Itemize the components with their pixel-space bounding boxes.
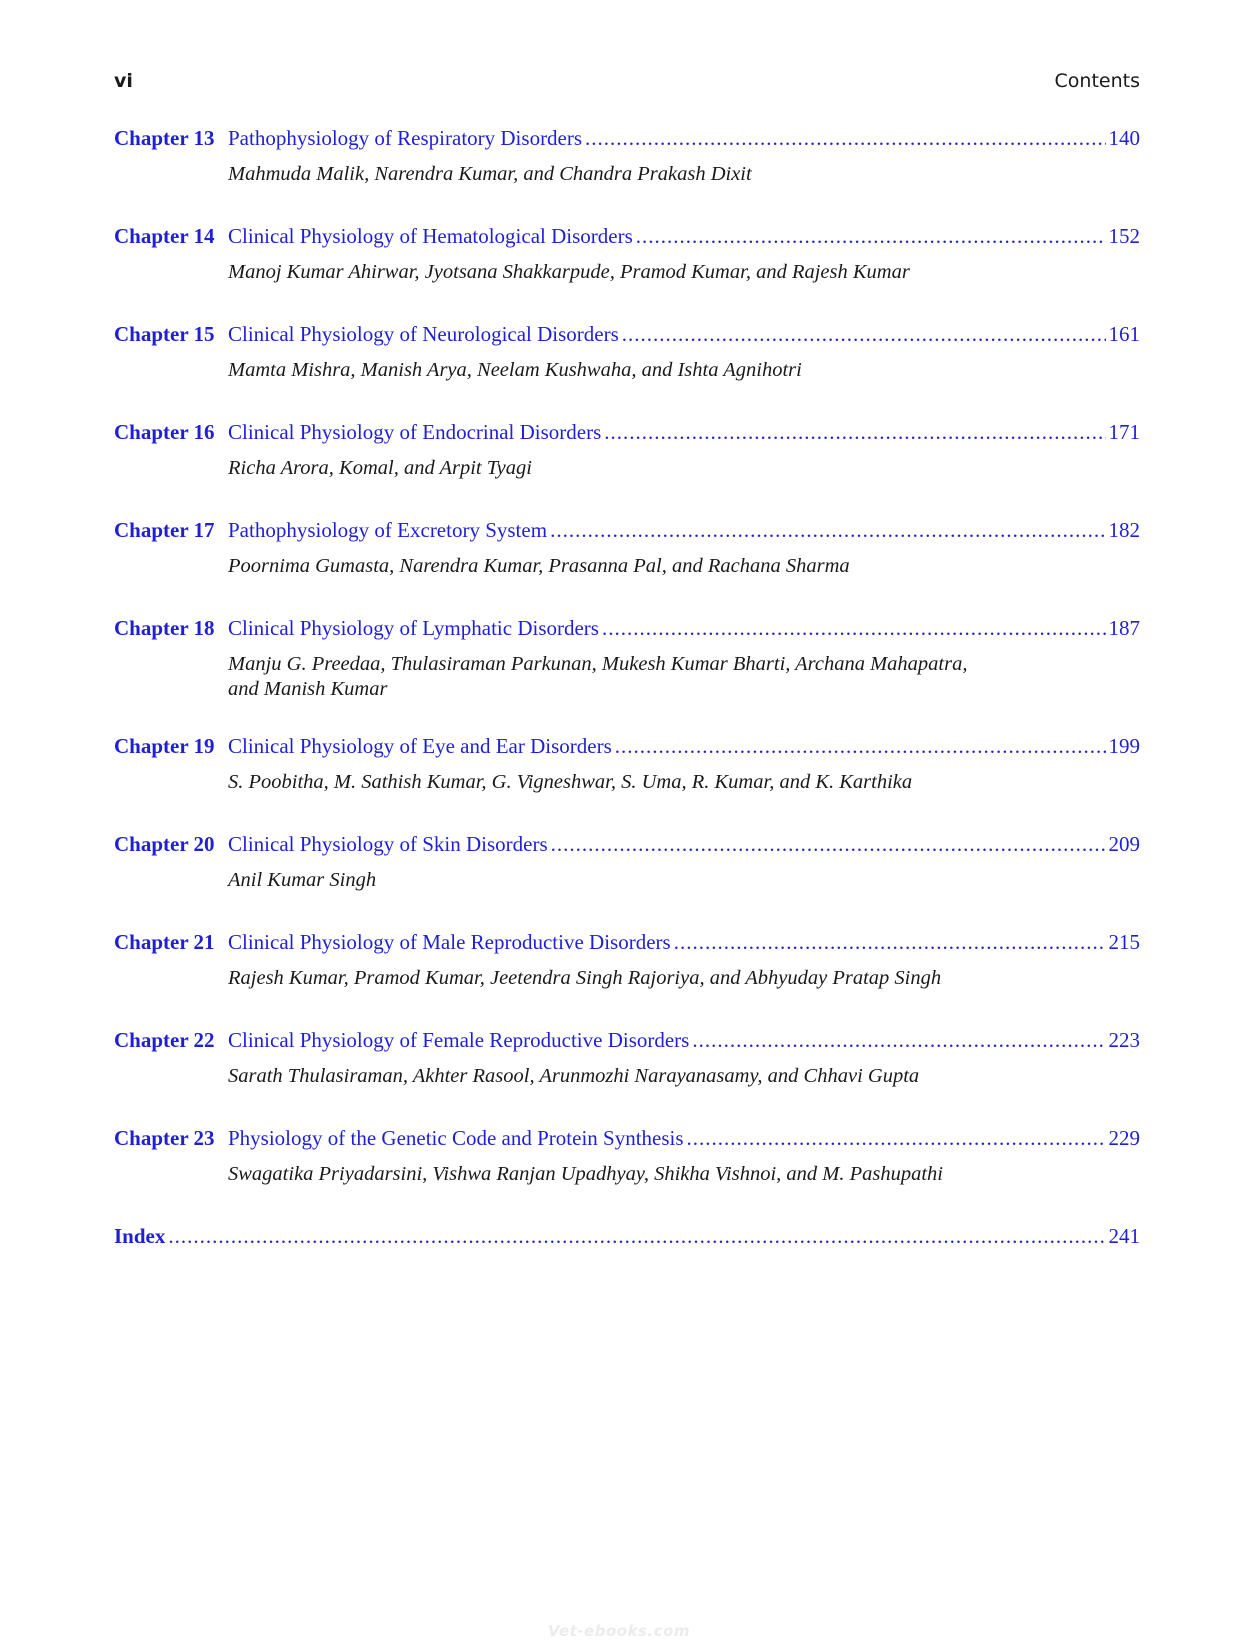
dot-leader <box>551 830 1106 858</box>
toc-entry <box>114 1026 1140 1089</box>
author-line: and Manish Kumar <box>228 678 388 700</box>
chapter-authors <box>228 456 998 481</box>
chapter-title[interactable]: Physiology of the Genetic Code and Protein Synthesis <box>228 1126 684 1150</box>
chapter-authors <box>228 162 998 187</box>
dot-leader <box>692 1026 1105 1054</box>
toc-entry <box>114 222 1140 285</box>
chapter-label: Chapter 14 <box>114 224 215 248</box>
chapter-title[interactable]: Clinical Physiology of Endocrinal Disorders <box>228 420 602 444</box>
toc-entry <box>114 614 1140 702</box>
chapter-authors <box>228 1162 998 1187</box>
toc-entry <box>114 516 1140 579</box>
chapter-authors <box>228 260 998 285</box>
dot-leader <box>602 614 1106 642</box>
chapter-authors <box>228 1064 998 1089</box>
toc-entry <box>114 320 1140 383</box>
toc-entry <box>114 124 1140 187</box>
index-label[interactable]: Index <box>114 1224 166 1248</box>
author-line: Manoj Kumar Ahirwar, Jyotsana Shakkarpude, Pramod Kumar, and Rajesh Kumar <box>228 261 910 283</box>
page-number[interactable]: 187 <box>1108 616 1140 640</box>
author-line: Poornima Gumasta, Narendra Kumar, Prasanna Pal, and Rachana Sharma <box>228 555 850 577</box>
chapter-title[interactable]: Clinical Physiology of Lymphatic Disorders <box>228 616 599 640</box>
chapter-title[interactable]: Clinical Physiology of Skin Disorders <box>228 832 548 856</box>
chapter-label: Chapter 23 <box>114 1126 215 1150</box>
table-of-contents <box>114 124 1140 1250</box>
author-line: Mamta Mishra, Manish Arya, Neelam Kushwaha, and Ishta Agnihotri <box>228 359 802 381</box>
chapter-authors <box>228 966 998 991</box>
page-number[interactable]: 223 <box>1108 1028 1140 1052</box>
chapter-title[interactable]: Clinical Physiology of Neurological Disorders <box>228 322 619 346</box>
toc-entry-link[interactable] <box>114 320 1140 348</box>
chapter-title[interactable]: Clinical Physiology of Female Reproductive Disorders <box>228 1028 690 1052</box>
page-number[interactable]: 182 <box>1108 518 1140 542</box>
author-line: Rajesh Kumar, Pramod Kumar, Jeetendra Singh Rajoriya, and Abhyuday Pratap Singh <box>228 967 942 989</box>
index-entry-link[interactable] <box>114 1222 1140 1250</box>
toc-entry-link[interactable] <box>114 830 1140 858</box>
page-number[interactable]: 209 <box>1108 832 1140 856</box>
chapter-title[interactable]: Pathophysiology of Excretory System <box>228 518 548 542</box>
page-number[interactable]: 241 <box>1108 1224 1140 1248</box>
chapter-authors <box>228 868 998 893</box>
chapter-label: Chapter 15 <box>114 322 215 346</box>
author-line: Mahmuda Malik, Narendra Kumar, and Chandra Prakash Dixit <box>228 163 752 185</box>
author-line: S. Poobitha, M. Sathish Kumar, G. Vigneshwar, S. Uma, R. Kumar, and K. Karthika <box>228 771 913 793</box>
toc-entry <box>114 1124 1140 1187</box>
running-title: Contents <box>1054 70 1140 92</box>
author-line: Manju G. Preedaa, Thulasiraman Parkunan, Mukesh Kumar Bharti, Archana Mahapatra, <box>228 653 968 675</box>
toc-entry-link[interactable] <box>114 928 1140 956</box>
page-number[interactable]: 171 <box>1108 420 1140 444</box>
page-folio: vi <box>114 70 133 92</box>
page-number[interactable]: 140 <box>1108 126 1140 150</box>
chapter-title[interactable]: Clinical Physiology of Eye and Ear Disorders <box>228 734 612 758</box>
dot-leader <box>615 732 1106 760</box>
author-line: Anil Kumar Singh <box>228 869 377 891</box>
dot-leader <box>622 320 1106 348</box>
chapter-label: Chapter 22 <box>114 1028 215 1052</box>
toc-entry <box>114 928 1140 991</box>
chapter-label: Chapter 21 <box>114 930 215 954</box>
toc-entry-link[interactable] <box>114 124 1140 152</box>
watermark-logo: Vet-ebooks.com <box>547 1622 691 1640</box>
page-number[interactable]: 199 <box>1108 734 1140 758</box>
author-line: Sarath Thulasiraman, Akhter Rasool, Arunmozhi Narayanasamy, and Chhavi Gupta <box>228 1065 920 1087</box>
author-line: Richa Arora, Komal, and Arpit Tyagi <box>228 457 532 479</box>
chapter-label: Chapter 19 <box>114 734 215 758</box>
chapter-label: Chapter 17 <box>114 518 215 542</box>
dot-leader <box>674 928 1106 956</box>
author-line: Swagatika Priyadarsini, Vishwa Ranjan Upadhyay, Shikha Vishnoi, and M. Pashupathi <box>228 1163 943 1185</box>
toc-entry <box>114 830 1140 893</box>
chapter-label: Chapter 20 <box>114 832 215 856</box>
running-head <box>114 70 1140 98</box>
chapter-title[interactable]: Pathophysiology of Respiratory Disorders <box>228 126 583 150</box>
dot-leader <box>636 222 1106 250</box>
chapter-label: Chapter 13 <box>114 126 215 150</box>
toc-entry <box>114 732 1140 795</box>
dot-leader <box>604 418 1105 446</box>
chapter-title[interactable]: Clinical Physiology of Hematological Disorders <box>228 224 633 248</box>
chapter-label: Chapter 18 <box>114 616 215 640</box>
chapter-title[interactable]: Clinical Physiology of Male Reproductive Disorders <box>228 930 671 954</box>
toc-entry-link[interactable] <box>114 732 1140 760</box>
page-number[interactable]: 152 <box>1108 224 1140 248</box>
toc-entry <box>114 418 1140 481</box>
chapter-authors <box>228 770 998 795</box>
toc-entry-link[interactable] <box>114 1026 1140 1054</box>
page-number[interactable]: 229 <box>1108 1126 1140 1150</box>
toc-entry-link[interactable] <box>114 1124 1140 1152</box>
dot-leader <box>687 1124 1106 1152</box>
page-number[interactable]: 161 <box>1108 322 1140 346</box>
chapter-authors <box>228 554 998 579</box>
dot-leader <box>550 516 1105 544</box>
toc-entry-link[interactable] <box>114 614 1140 642</box>
dot-leader <box>168 1222 1105 1250</box>
chapter-authors <box>228 652 998 702</box>
dot-leader <box>585 124 1105 152</box>
toc-entry-link[interactable] <box>114 222 1140 250</box>
chapter-label: Chapter 16 <box>114 420 215 444</box>
toc-entry-link[interactable] <box>114 516 1140 544</box>
chapter-authors <box>228 358 998 383</box>
page-number[interactable]: 215 <box>1108 930 1140 954</box>
toc-entry-link[interactable] <box>114 418 1140 446</box>
